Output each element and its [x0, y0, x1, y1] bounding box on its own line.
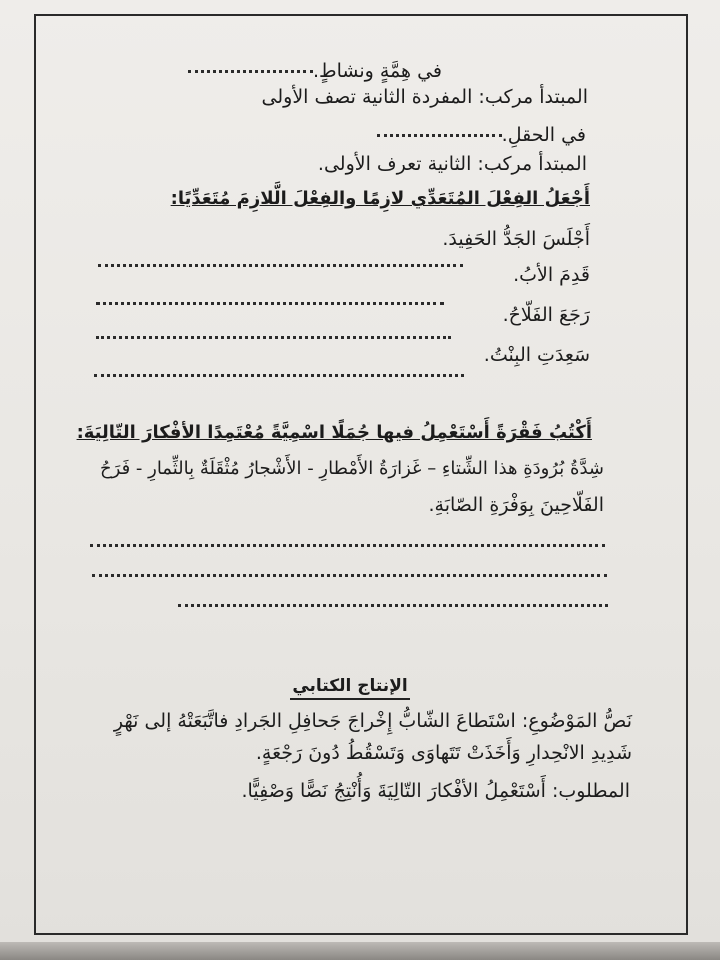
- ex3-instruction: أَكْتُبُ فَقْرَةً أَسْتَعْمِلُ فيها جُمَلًا اسْمِيَّةً مُعْتَمِدًا الأفْكارَ التّالِيَةَ:: [76, 422, 592, 443]
- production-topic-line-2: شَدِيدِ الانْحِدارِ وَأَخَذَتْ تَتَهاوَى وَتَسْقُطُ دُونَ رَجْعَةٍ.: [255, 742, 632, 764]
- answer-line-2[interactable]: [96, 302, 444, 305]
- ex2-item-1: أَجْلَسَ الجَدُّ الحَفِيدَ.: [442, 228, 590, 250]
- answer-dots[interactable]: [377, 134, 502, 137]
- answer-line-5[interactable]: [90, 544, 605, 547]
- ex3-ideas-line-2: الفَلّاحِينَ بِوَفْرَةِ الصّابَةِ.: [428, 494, 604, 516]
- ex1-line-1-text: في هِمَّةٍ ونشاطٍ.: [312, 60, 442, 82]
- ex1-line-4: المبتدأ مركب: الثانية تعرف الأولى.: [317, 153, 587, 175]
- production-topic-line-1: نَصُّ المَوْضُوعِ: اسْتَطاعَ الشّابُّ إِخْراجَ جَحافِلِ الجَرادِ فاتَّبَعَتْهُ إلى نَهْرٍ: [113, 710, 632, 732]
- ex1-line-3-text: في الحقلِ.: [501, 124, 586, 146]
- ex2-item-3: رَجَعَ الفَلّاحُ.: [502, 304, 590, 326]
- ex1-line-2: المبتدأ مركب: المفردة الثانية تصف الأولى: [261, 86, 588, 108]
- ex1-line-3: [373, 122, 586, 148]
- ex2-instruction: أَجْعَلُ الفِعْلَ المُتَعَدِّي لازِمًا والفِعْلَ الَّلازِمَ مُتَعَدِّيًا:: [170, 188, 590, 209]
- ex3-ideas-line-1: شِدَّةُ بُرُودَةِ هذا الشِّتاءِ – غَزارَةُ الأَمْطارِ - الأَشْجارُ مُثْقَلَةٌ بِالثِّمارِ - فَرَحُ: [100, 458, 604, 479]
- answer-dots[interactable]: [188, 70, 313, 73]
- production-heading: الإنتاج الكتابي: [290, 674, 410, 700]
- answer-line-3[interactable]: [96, 336, 451, 339]
- ex2-item-2: قَدِمَ الأبُ.: [513, 264, 590, 286]
- answer-line-7[interactable]: [178, 604, 608, 607]
- ex1-line-1: [184, 58, 442, 84]
- production-task: المطلوب: أَسْتَعْمِلُ الأفْكارَ التّالِيَةَ وَأُنْتِجُ نَصًّا وَصْفِيًّا.: [241, 780, 630, 802]
- answer-line-4[interactable]: [94, 374, 464, 377]
- ex2-item-4: سَعِدَتِ البِنْتُ.: [483, 344, 590, 366]
- answer-line-6[interactable]: [92, 574, 607, 577]
- answer-line-1[interactable]: [98, 264, 463, 267]
- table-edge: [0, 942, 720, 960]
